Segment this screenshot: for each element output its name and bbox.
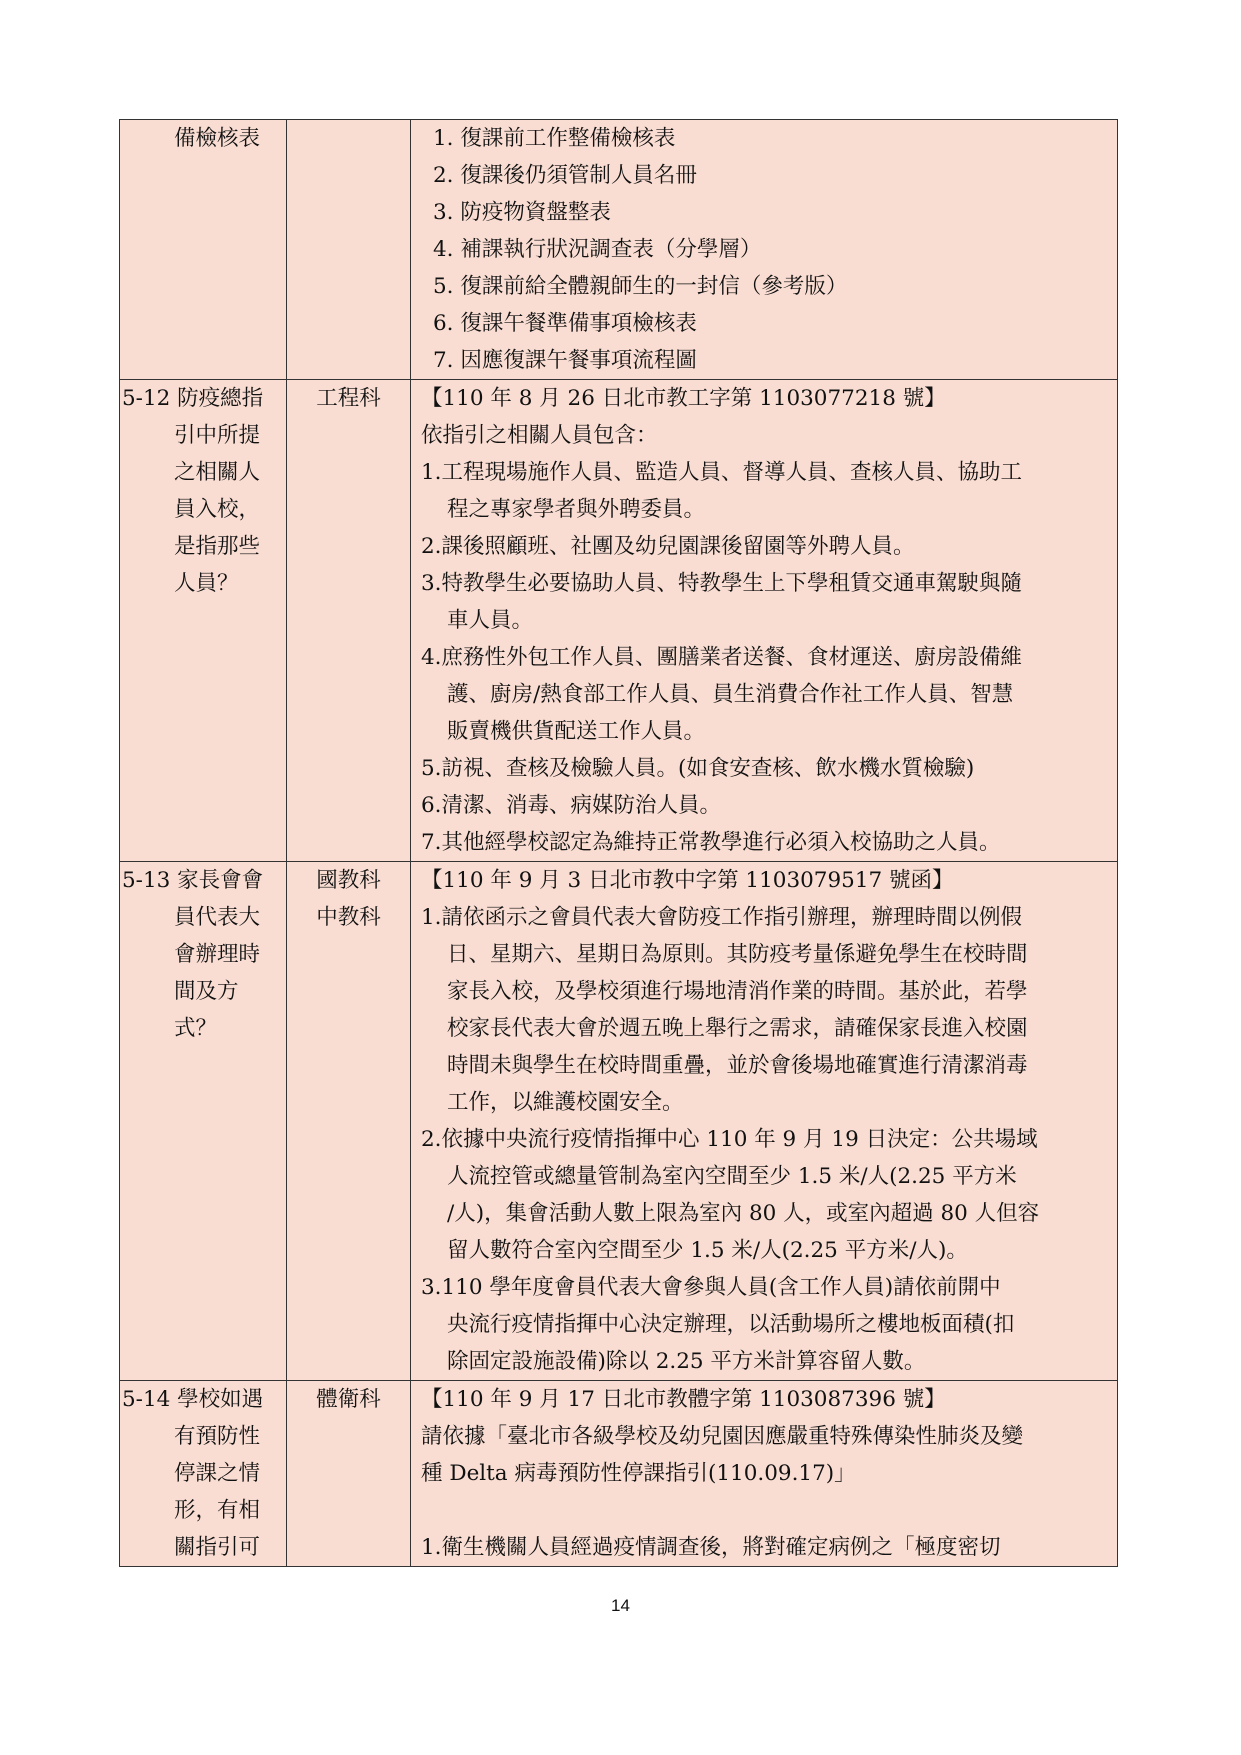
- department-line: 工程科: [316, 386, 381, 411]
- faq-table: [119, 119, 1118, 1567]
- answer-line: 4.庶務性外包工作人員、團膳業者送餐、食材運送、廚房設備維: [421, 645, 1023, 670]
- answer-line: /人)，集會活動人數上限為室內 80 人，或室內超過 80 人但容: [447, 1201, 1040, 1226]
- department-cell: [287, 120, 411, 380]
- table-row: [120, 862, 1118, 1381]
- answer-line: 4. 補課執行狀況調查表（分學層）: [433, 237, 762, 262]
- table-row: [120, 1381, 1118, 1567]
- answer-line: 留人數符合室內空間至少 1.5 米/人(2.25 平方米/人)。: [447, 1238, 968, 1263]
- answer-line: 3. 防疫物資盤整表: [433, 200, 611, 225]
- department-line: 中教科: [316, 905, 381, 930]
- page-number: 14: [611, 1596, 630, 1615]
- question-cell: [120, 862, 287, 1381]
- question-line: 會辦理時: [174, 942, 261, 967]
- answer-line: 3.110 學年度會員代表大會參與人員(含工作人員)請依前開中: [421, 1275, 1001, 1300]
- question-line: 停課之情: [174, 1461, 261, 1486]
- answer-line: 1.工程現場施作人員、監造人員、督導人員、查核人員、協助工: [421, 460, 1023, 485]
- table-row: [120, 120, 1118, 380]
- department-cell: [287, 380, 411, 862]
- answer-line: 【110 年 9 月 17 日北市教體字第 1103087396 號】: [421, 1387, 946, 1412]
- answer-line: 2.依據中央流行疫情指揮中心 110 年 9 月 19 日決定：公共場域: [421, 1127, 1038, 1152]
- answer-line: 5.訪視、查核及檢驗人員。(如食安查核、飲水機水質檢驗): [421, 756, 975, 781]
- answer-line: 校家長代表大會於週五晚上舉行之需求，請確保家長進入校園: [447, 1016, 1028, 1041]
- department-cell: [287, 1381, 411, 1567]
- question-line: 形，有相: [174, 1498, 261, 1523]
- answer-line: 1. 復課前工作整備檢核表: [433, 126, 676, 151]
- question-line: 員入校，: [174, 497, 261, 522]
- answer-line: 請依據「臺北市各級學校及幼兒園因應嚴重特殊傳染性肺炎及變: [421, 1424, 1024, 1449]
- answer-cell: [411, 120, 1118, 380]
- answer-line: [411, 1492, 1117, 1529]
- answer-line: 人流控管或總量管制為室內空間至少 1.5 米/人(2.25 平方米: [447, 1164, 1017, 1189]
- answer-line: 護、廚房/熱食部工作人員、員生消費合作社工作人員、智慧: [447, 682, 1014, 707]
- answer-line: 工作，以維護校園安全。: [447, 1090, 684, 1115]
- answer-line: 6. 復課午餐準備事項檢核表: [433, 311, 697, 336]
- department-cell: [287, 862, 411, 1381]
- question-line: 有預防性: [174, 1424, 261, 1449]
- answer-line: 2.課後照顧班、社團及幼兒園課後留園等外聘人員。: [421, 534, 915, 559]
- question-line: 員代表大: [174, 905, 261, 930]
- question-cell: [120, 380, 287, 862]
- answer-line: 【110 年 8 月 26 日北市教工字第 1103077218 號】: [421, 386, 946, 411]
- answer-line: 2. 復課後仍須管制人員名冊: [433, 163, 697, 188]
- department-line: 國教科: [316, 868, 381, 893]
- question-line: 5-14 學校如遇: [122, 1387, 264, 1412]
- answer-line: 車人員。: [447, 608, 534, 633]
- answer-line: 家長入校，及學校須進行場地清消作業的時間。基於此，若學: [447, 979, 1028, 1004]
- answer-line: 日、星期六、星期日為原則。其防疫考量係避免學生在校時間: [447, 942, 1028, 967]
- answer-line: 6.清潔、消毒、病媒防治人員。: [421, 793, 722, 818]
- answer-line: 3.特教學生必要協助人員、特教學生上下學租賃交通車駕駛與隨: [421, 571, 1023, 596]
- department-line: 體衛科: [316, 1387, 381, 1412]
- question-line: 之相關人: [174, 460, 261, 485]
- answer-line: 販賣機供貨配送工作人員。: [447, 719, 706, 744]
- answer-line: 1.衛生機關人員經過疫情調查後，將對確定病例之「極度密切: [421, 1535, 1001, 1560]
- question-line: 是指那些: [174, 534, 261, 559]
- question-line: 5-12 防疫總指: [122, 386, 264, 411]
- answer-line: 1.請依函示之會員代表大會防疫工作指引辦理，辦理時間以例假: [421, 905, 1023, 930]
- table-row: [120, 380, 1118, 862]
- answer-line: 除固定設施設備)除以 2.25 平方米計算容留人數。: [447, 1349, 926, 1374]
- question-cell: [120, 120, 287, 380]
- question-line: 間及方: [174, 979, 239, 1004]
- answer-line: 7.其他經學校認定為維持正常教學進行必須入校協助之人員。: [421, 830, 1001, 855]
- answer-line: 【110 年 9 月 3 日北市教中字第 1103079517 號函】: [421, 868, 954, 893]
- question-cell: [120, 1381, 287, 1567]
- answer-cell: [411, 1381, 1118, 1567]
- question-line: 式？: [174, 1016, 218, 1041]
- faq-table-body: [120, 120, 1118, 1567]
- answer-line: 央流行疫情指揮中心決定辦理，以活動場所之樓地板面積(扣: [447, 1312, 1015, 1337]
- answer-line: 程之專家學者與外聘委員。: [447, 497, 706, 522]
- answer-line: 7. 因應復課午餐事項流程圖: [433, 348, 697, 373]
- answer-line: 種 Delta 病毒預防性停課指引(110.09.17)」: [421, 1461, 856, 1486]
- answer-cell: [411, 862, 1118, 1381]
- question-line: 人員？: [174, 571, 239, 596]
- question-line: 5-13 家長會會: [122, 868, 264, 893]
- answer-line: 依指引之相關人員包含：: [421, 423, 658, 448]
- question-line: 備檢核表: [174, 126, 261, 151]
- answer-line: 時間未與學生在校時間重疊，並於會後場地確實進行清潔消毒: [447, 1053, 1028, 1078]
- answer-cell: [411, 380, 1118, 862]
- question-line: 關指引可: [174, 1535, 261, 1560]
- answer-line: 5. 復課前給全體親師生的一封信（參考版）: [433, 274, 848, 299]
- question-line: 引中所提: [174, 423, 261, 448]
